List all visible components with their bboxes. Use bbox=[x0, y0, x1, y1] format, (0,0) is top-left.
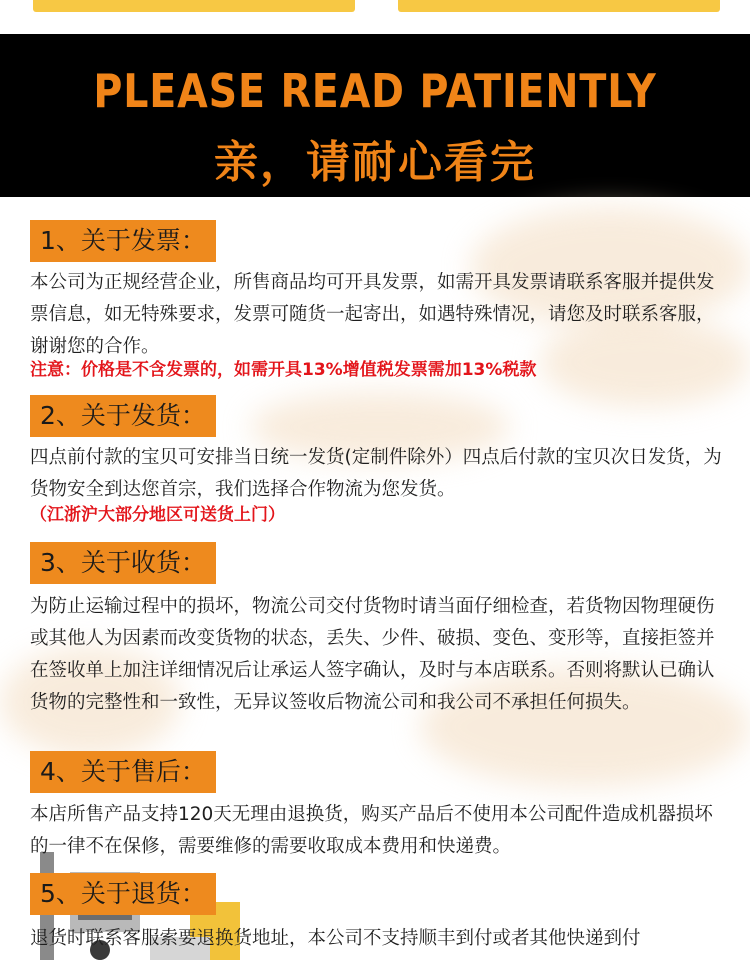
section-heading-shipping: 2、关于发货： bbox=[30, 395, 216, 437]
section-body-after-sales: 本店所售产品支持120天无理由退换货，购买产品后不使用本公司配件造成机器损坏的一律不在保修，需要维修的需要收取成本费用和快递费。 bbox=[30, 804, 713, 857]
section-heading-after-sales: 4、关于售后： bbox=[30, 751, 216, 793]
section-body-receiving: 为防止运输过程中的损坏，物流公司交付货物时请当面仔细检查，若货物因物理硬伤或其他人为因素而改变货物的状态，丢失、少件、破损、变色、变形等，直接拒签并在签收单上加注详细情况后让承运人签字确认，及时与本店联系。否则将默认已确认货物的完整性和一致性，无异议签收后物流公司和我公司不承担任何损失。 bbox=[30, 596, 715, 713]
section-heading-invoice: 1、关于发票： bbox=[30, 220, 216, 262]
section-body-returns: 退货时联系客服索要退换货地址，本公司不支持顺丰到付或者其他快递到付 bbox=[30, 928, 641, 949]
section-heading-returns: 5、关于退货： bbox=[30, 873, 216, 915]
delivery-area-note: （江浙沪大部分地区可送货上门） bbox=[30, 505, 285, 525]
section-body-invoice: 本公司为正规经营企业，所售商品均可开具发票，如需开具发票请联系客服并提供发票信息，如无特殊要求，发票可随货一起寄出，如遇特殊情况，请您及时联系客服，谢谢您的合作。 bbox=[30, 272, 715, 357]
section-heading-receiving: 3、关于收货： bbox=[30, 542, 216, 584]
banner-title-en: PLEASE READ PATIENTLY bbox=[93, 64, 657, 118]
invoice-tax-note: 注意：价格是不含发票的，如需开具13%增值税发票需加13%税款 bbox=[30, 360, 537, 380]
banner-title-cn: 亲，请耐心看完 bbox=[214, 137, 536, 188]
section-body-shipping: 四点前付款的宝贝可安排当日统一发货(定制件除外）四点后付款的宝贝次日发货，为货物安全到达您首宗，我们选择合作物流为您发货。 bbox=[30, 447, 722, 500]
top-right-button[interactable] bbox=[398, 0, 720, 12]
top-left-button[interactable] bbox=[33, 0, 355, 12]
notice-content bbox=[0, 197, 750, 960]
notice-banner bbox=[0, 34, 750, 197]
top-strip bbox=[0, 0, 750, 34]
